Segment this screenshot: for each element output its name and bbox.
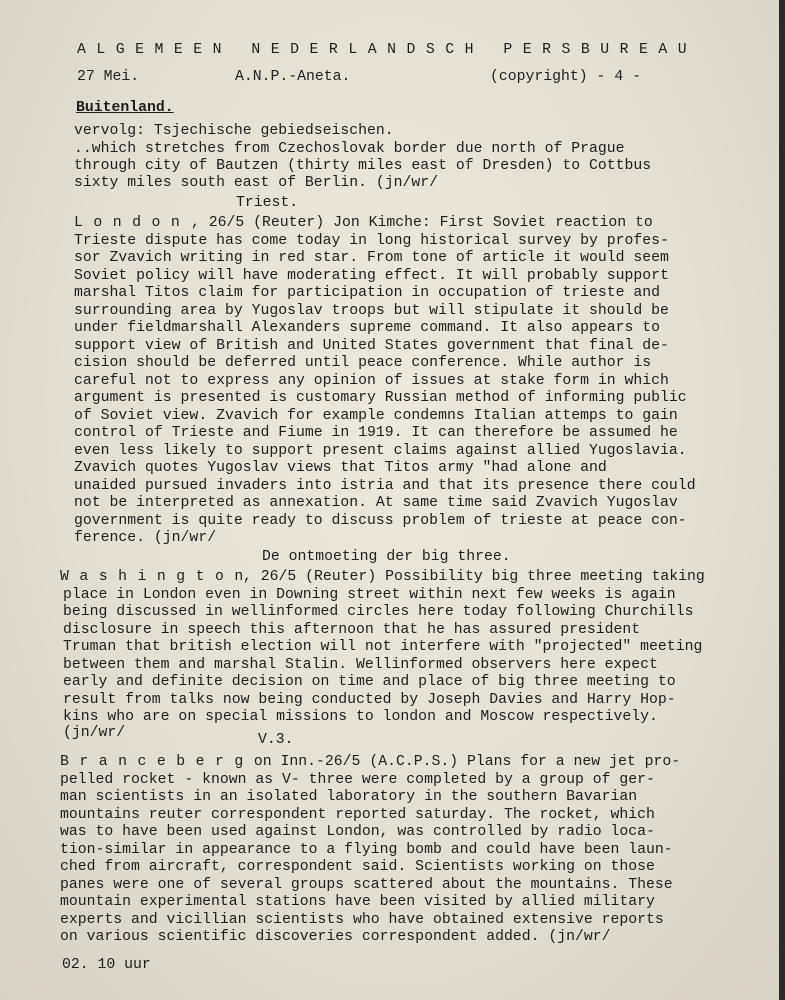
article-line: on Inn.-26/5 (A.C.P.S.) Plans for a new jet pro- (245, 754, 681, 770)
article-line: mountain experimental stations have been visited by allied military (60, 894, 655, 910)
date: 27 Mei. (77, 69, 140, 85)
article-line: Trieste dispute has come today in long historical survey by profes- (74, 233, 669, 249)
article-title: De ontmoeting der big three. (262, 549, 511, 565)
article-line: not be interpreted as annexation. At same time said Zvavich Yugoslav (74, 495, 678, 511)
article-line: place in London even in Downing street within next few weeks is again (63, 587, 676, 603)
article-line: marshal Titos claim for participation in occupation of trieste and (74, 285, 661, 301)
article-line: man scientists in an isolated laboratory in the southern Bavarian (60, 789, 638, 805)
article-line: Soviet policy will have moderating effect. It will probably support (74, 268, 669, 284)
article-line: , 26/5 (Reuter) Possibility big three meeting taking (243, 569, 705, 585)
article-line: being discussed in wellinformed circles here today following Churchills (63, 604, 694, 620)
article-line: on various scientific discoveries correspondent added. (jn/wr/ (60, 929, 611, 945)
article-line: unaided pursued invaders into istria and that its presence there could (74, 478, 696, 494)
article-title: Triest. (236, 195, 299, 211)
article-line: experts and vicillian scientists who have obtained extensive reports (60, 912, 664, 928)
article-line: Truman that british election will not interfere with "projected" meeting (63, 639, 703, 655)
continuation-line: sixty miles south east of Berlin. (jn/wr/ (74, 175, 439, 191)
article-line: result from talks now being conducted by Joseph Davies and Harry Hop- (63, 692, 676, 708)
agency-header: ALGEMEEN NEDERLANDSCH PERSBUREAU (77, 42, 698, 58)
article-line: under fieldmarshall Alexanders supreme command. It also appears to (74, 320, 661, 336)
continuation-line: ..which stretches from Czechoslovak border due north of Prague (74, 141, 625, 157)
article-line: kins who are on special missions to london and Moscow respectively. (63, 709, 658, 725)
article-line: of Soviet view. Zvavich for example condemns Italian attemps to gain (74, 408, 678, 424)
article-line: sor Zvavich writing in red star. From tone of article it would seem (74, 250, 669, 266)
article-line: early and definite decision on time and place of big three meeting to (63, 674, 676, 690)
article-line: , 26/5 (Reuter) Jon Kimche: First Soviet reaction to (191, 215, 653, 231)
footer-time: 02. 10 uur (62, 957, 151, 973)
article-line: ference. (jn/wr/ (74, 530, 217, 546)
article-line: government is quite ready to discuss problem of trieste at peace con- (74, 513, 687, 529)
continuation-line: through city of Bautzen (thirty miles east of Dresden) to Cottbus (74, 158, 652, 174)
article-dateline: Washington (60, 569, 254, 585)
article-line: careful not to express any opinion of issues at stake form in which (74, 373, 669, 389)
continuation-heading: vervolg: Tsjechische gebiedseischen. (74, 123, 394, 139)
article-line: even less likely to support present claims against allied Yugoslavia. (74, 443, 687, 459)
article-line: Zvavich quotes Yugoslav views that Titos army "had alone and (74, 460, 607, 476)
article-line: pelled rocket - known as V- three were completed by a group of ger- (60, 772, 655, 788)
article-line: tion-similar in appearance to a flying bomb and could have been laun- (60, 842, 673, 858)
article-line: (jn/wr/ (63, 725, 126, 741)
article-line: control of Trieste and Fiume in 1919. It can therefore be assumed he (74, 425, 678, 441)
article-dateline: London (74, 215, 191, 231)
article-line: cision should be deferred until peace conference. While author is (74, 355, 652, 371)
article-line: was to have been used against London, was controlled by radio loca- (60, 824, 655, 840)
source: A.N.P.-Aneta. (235, 69, 351, 85)
article-line: disclosure in speech this afternoon that he has assured president (63, 622, 641, 638)
article-line: surrounding area by Yugoslav troops but will stipulate it should be (74, 303, 669, 319)
article-dateline: Branceberg (60, 754, 254, 770)
section-heading: Buitenland. (76, 100, 174, 116)
article-line: mountains reuter correspondent reported saturday. The rocket, which (60, 807, 655, 823)
article-title: V.3. (258, 732, 294, 748)
page-edge-shadow (779, 0, 785, 1000)
article-line: argument is presented is customary Russian method of informing public (74, 390, 687, 406)
article-line: support view of British and United States government that final de- (74, 338, 669, 354)
article-line: panes were one of several groups scattered about the mountains. These (60, 877, 673, 893)
copyright-page: (copyright) - 4 - (490, 69, 641, 85)
article-line: ched from aircraft, correspondent said. Scientists working on those (60, 859, 655, 875)
article-line: between them and marshal Stalin. Wellinformed observers here expect (63, 657, 658, 673)
